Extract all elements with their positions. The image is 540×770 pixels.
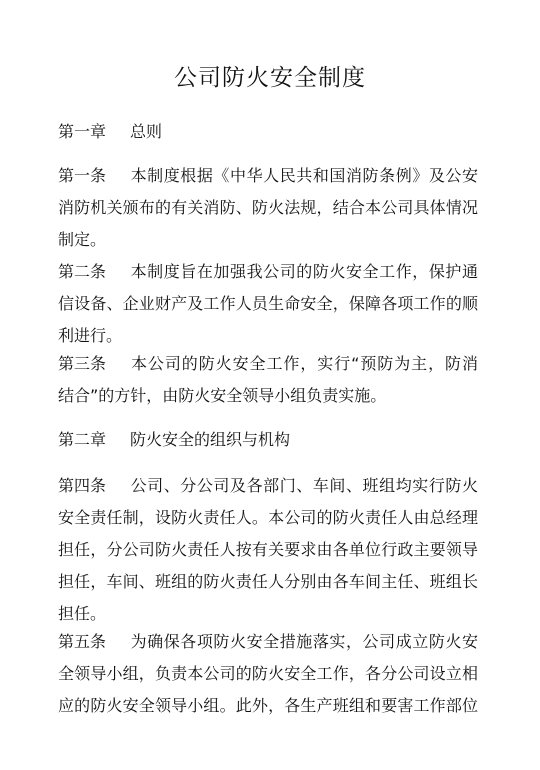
article-text: 本制度旨在加强我公司的防火安全工作，保护通 — [130, 262, 478, 281]
article-line — [58, 470, 478, 502]
article-line: 信设备、企业财产及工作人员生命安全，保障各项工作的顺 — [58, 294, 478, 313]
article-line: 应的防火安全领导小组。此外，各生产班组和要害工作部位 — [58, 696, 478, 715]
article-2 — [58, 256, 478, 352]
article-5 — [58, 626, 478, 722]
article-1 — [58, 160, 478, 256]
article-line — [58, 626, 478, 658]
article-line: 担任。 — [58, 604, 107, 623]
article-number: 第二条 — [58, 262, 107, 281]
article-line: 利进行。 — [58, 326, 123, 345]
article-line: 全领导小组，负责本公司的防火安全工作，各分公司设立相 — [58, 664, 478, 683]
article-text: 本公司的防火安全工作，实行“预防为主，防消 — [130, 354, 478, 373]
chapter-title: 总则 — [130, 122, 163, 141]
article-text: 本制度根据《中华人民共和国消防条例》及公安 — [130, 166, 478, 185]
article-text: 公司、分公司及各部门、车间、班组均实行防火 — [130, 476, 478, 495]
article-number: 第三条 — [58, 354, 107, 373]
chapter-heading — [58, 120, 488, 144]
article-line: 担任，车间、班组的防火责任人分别由各车间主任、班组长 — [58, 572, 478, 591]
article-number: 第一条 — [58, 166, 107, 185]
article-line: 制定。 — [58, 230, 107, 249]
chapter-title: 防火安全的组织与机构 — [130, 430, 291, 449]
article-line: 消防机关颁布的有关消防、防火法规，结合本公司具体情况 — [58, 198, 478, 217]
article-line — [58, 348, 478, 380]
chapter-heading — [58, 428, 488, 452]
article-line — [58, 256, 478, 288]
article-line — [58, 160, 478, 192]
article-line: 担任，分公司防火责任人按有关要求由各单位行政主要领导 — [58, 540, 478, 559]
article-3 — [58, 348, 478, 412]
chapter-number: 第一章 — [58, 122, 107, 141]
article-number: 第四条 — [58, 476, 107, 495]
article-4 — [58, 470, 478, 630]
document-title: 公司防火安全制度 — [174, 65, 366, 91]
article-line: 安全责任制，设防火责任人。本公司的防火责任人由总经理 — [58, 508, 478, 527]
article-number: 第五条 — [58, 632, 107, 651]
chapter-number: 第二章 — [58, 430, 107, 449]
article-text: 为确保各项防火安全措施落实，公司成立防火安 — [130, 632, 478, 651]
article-line: 结合”的方针，由防火安全领导小组负责实施。 — [58, 386, 387, 405]
